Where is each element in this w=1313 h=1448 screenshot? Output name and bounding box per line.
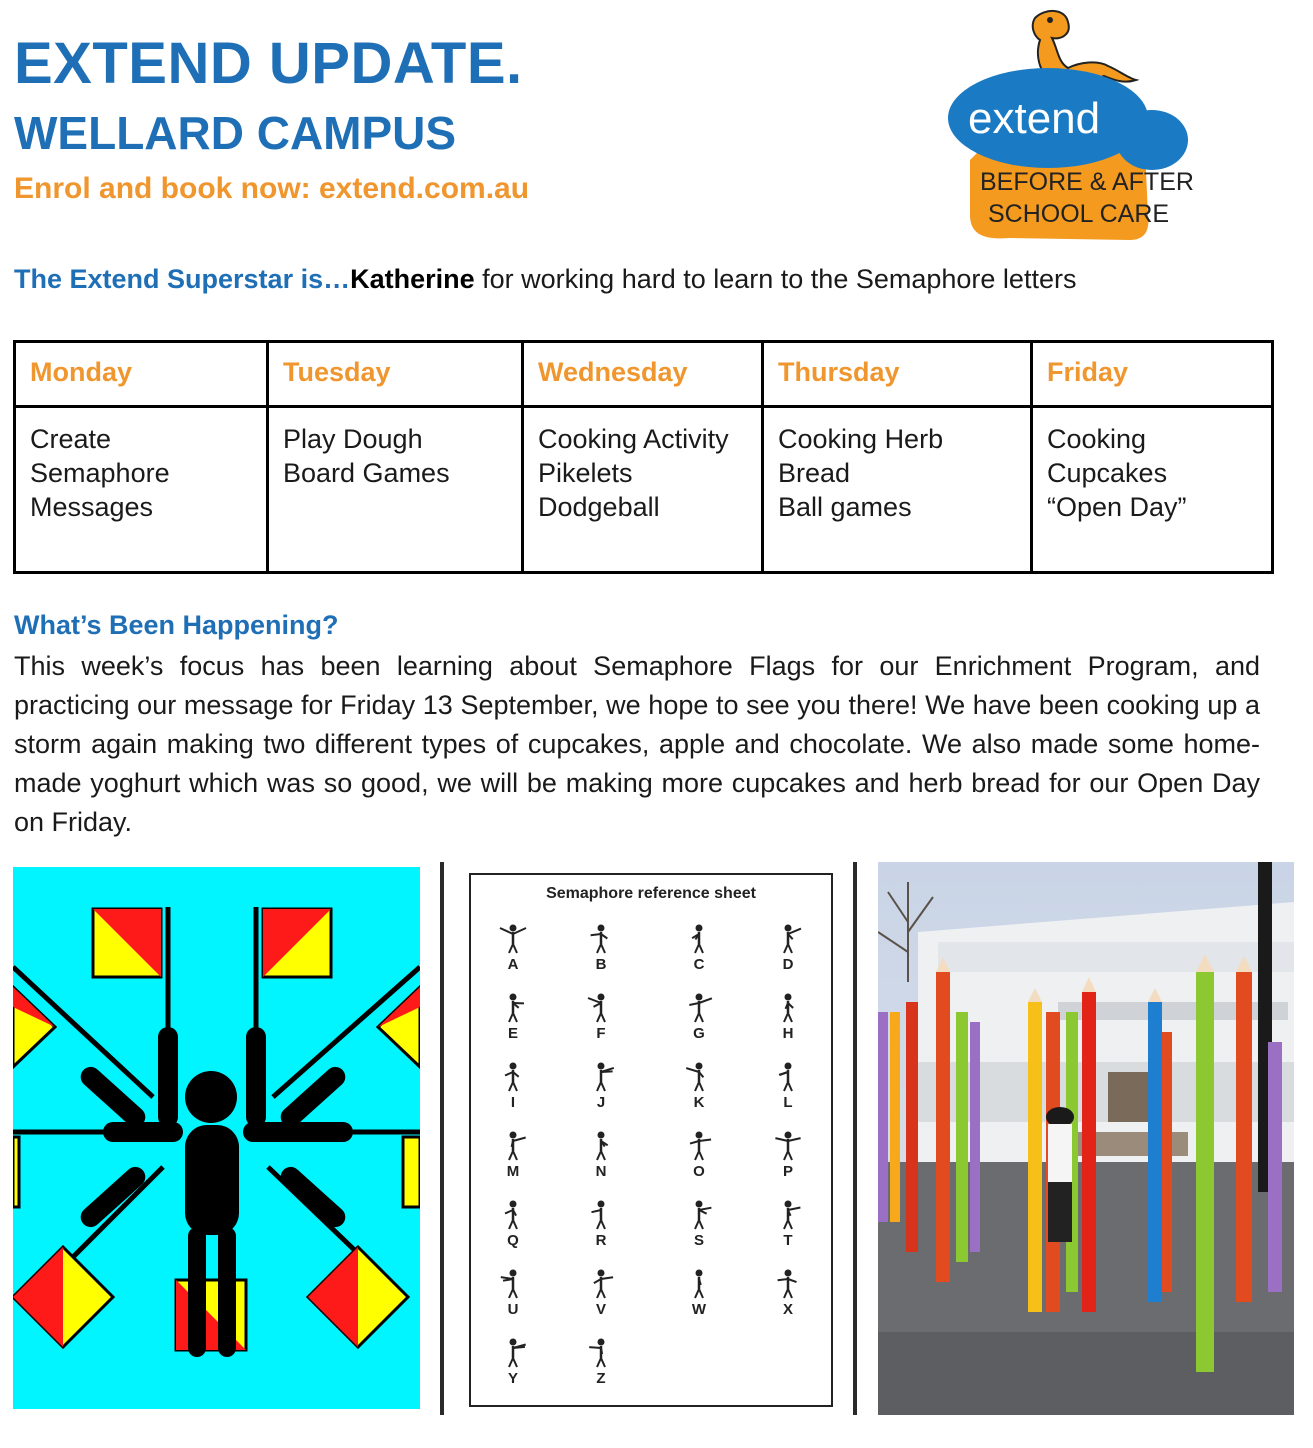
activity-item: “Open Day” (1047, 492, 1187, 522)
semaphore-letter-o (669, 1127, 729, 1187)
semaphore-figure-icon (493, 1196, 533, 1230)
semaphore-letter-e (483, 989, 543, 1049)
semaphore-letter-label: U (507, 1301, 519, 1318)
semaphore-figure-icon (768, 989, 808, 1023)
activity-item: Cooking Herb (778, 424, 944, 454)
activities-thursday (763, 407, 1032, 573)
semaphore-figure-icon (768, 920, 808, 954)
semaphore-letter-label: Q (507, 1232, 519, 1249)
semaphore-letter-c (669, 920, 729, 980)
day-header-friday: Friday (1032, 342, 1273, 407)
day-header-wednesday: Wednesday (523, 342, 763, 407)
semaphore-letter-label: S (693, 1232, 704, 1249)
semaphore-figure-icon (768, 1265, 808, 1299)
semaphore-letter-label: N (595, 1163, 607, 1180)
semaphore-figure-icon (581, 920, 621, 954)
semaphore-letter-l (758, 1058, 818, 1118)
campus-title: WELLARD CAMPUS (14, 107, 457, 159)
semaphore-figure-icon (493, 1334, 533, 1368)
semaphore-letter-r (571, 1196, 631, 1256)
semaphore-figure-icon (581, 989, 621, 1023)
superstar-line (14, 264, 1076, 295)
semaphore-letter-label: Y (507, 1370, 518, 1387)
semaphore-figure-icon (493, 1127, 533, 1161)
semaphore-figure-icon (679, 989, 719, 1023)
activities-friday (1032, 407, 1273, 573)
semaphore-letter-label: B (595, 956, 607, 973)
semaphore-letter-label: O (693, 1163, 705, 1180)
semaphore-figure-icon (679, 1127, 719, 1161)
semaphore-letter-label: P (782, 1163, 793, 1180)
semaphore-letter-label: A (507, 956, 519, 973)
weekly-schedule-table (13, 340, 1274, 574)
activity-item: Create (30, 424, 112, 454)
semaphore-letter-v (571, 1265, 631, 1325)
semaphore-figure-icon (768, 1058, 808, 1092)
image-divider (853, 862, 857, 1415)
reference-sheet-title: Semaphore reference sheet (546, 885, 756, 902)
activity-item: Board Games (283, 458, 450, 488)
semaphore-letter-a (483, 920, 543, 980)
semaphore-figure-icon (679, 1265, 719, 1299)
semaphore-letter-f (571, 989, 631, 1049)
semaphore-flags-illustration (13, 867, 420, 1409)
activity-item: Cooking (1047, 424, 1147, 454)
day-header-tuesday: Tuesday (268, 342, 523, 407)
semaphore-letter-u (483, 1265, 543, 1325)
semaphore-letter-p (758, 1127, 818, 1187)
activity-item: Semaphore (30, 458, 170, 488)
semaphore-letter-label: E (507, 1025, 518, 1042)
semaphore-figure-icon (493, 920, 533, 954)
semaphore-letter-h (758, 989, 818, 1049)
logo-tagline-1: BEFORE & AFTER (980, 168, 1194, 196)
semaphore-letter-j (571, 1058, 631, 1118)
semaphore-figure-icon (493, 1058, 533, 1092)
logo-tagline-2: SCHOOL CARE (988, 200, 1170, 228)
semaphore-figure-icon (581, 1127, 621, 1161)
semaphore-letter-label: K (693, 1094, 705, 1111)
enrol-link-text[interactable]: Enrol and book now: extend.com.au (14, 172, 530, 205)
logo-word: extend (968, 94, 1101, 143)
semaphore-letter-label: R (595, 1232, 607, 1249)
semaphore-letter-label: T (783, 1232, 793, 1249)
semaphore-reference-sheet (469, 873, 833, 1407)
activities-tuesday (268, 407, 523, 573)
semaphore-letter-label: D (782, 956, 794, 973)
schedule-header-row (15, 342, 1273, 407)
semaphore-letter-label: Z (596, 1370, 606, 1387)
semaphore-letter-w (669, 1265, 729, 1325)
activities-wednesday (523, 407, 763, 573)
semaphore-figure-icon (679, 1196, 719, 1230)
day-header-monday: Monday (15, 342, 268, 407)
semaphore-letter-t (758, 1196, 818, 1256)
superstar-reason: for working hard to learn to the Semaphore letters (474, 264, 1077, 294)
day-header-thursday: Thursday (763, 342, 1032, 407)
semaphore-figure-icon (493, 1265, 533, 1299)
semaphore-letter-b (571, 920, 631, 980)
semaphore-letter-i (483, 1058, 543, 1118)
semaphore-letter-label: X (782, 1301, 793, 1318)
semaphore-figure-icon (581, 1196, 621, 1230)
semaphore-figure-icon (581, 1058, 621, 1092)
activity-item: Bread (778, 458, 851, 488)
activity-item: Cooking Activity (538, 424, 729, 454)
semaphore-letter-n (571, 1127, 631, 1187)
semaphore-letter-label: G (693, 1025, 705, 1042)
semaphore-figure-icon (679, 1058, 719, 1092)
semaphore-figure-icon (679, 920, 719, 954)
semaphore-letter-g (669, 989, 729, 1049)
image-divider (440, 862, 444, 1415)
semaphore-letter-k (669, 1058, 729, 1118)
semaphore-figure-icon (768, 1196, 808, 1230)
activity-item: Cupcakes (1047, 458, 1168, 488)
newsletter-title: EXTEND UPDATE. (14, 31, 523, 96)
semaphore-figure-icon (493, 989, 533, 1023)
semaphore-letter-label: L (783, 1094, 793, 1111)
semaphore-letter-label: M (506, 1163, 520, 1180)
activity-item: Ball games (778, 492, 912, 522)
semaphore-letter-m (483, 1127, 543, 1187)
semaphore-letter-label: C (693, 956, 705, 973)
semaphore-letter-s (669, 1196, 729, 1256)
superstar-lead: The Extend Superstar is… (14, 264, 351, 294)
superstar-name: Katherine (350, 264, 475, 294)
semaphore-figure-icon (581, 1265, 621, 1299)
activity-item: Dodgeball (538, 492, 660, 522)
activity-item: Play Dough (283, 424, 423, 454)
semaphore-letter-d (758, 920, 818, 980)
schedule-activities-row (15, 407, 1273, 573)
semaphore-letter-label: W (691, 1301, 707, 1318)
semaphore-letter-label: H (782, 1025, 794, 1042)
semaphore-figure-icon (581, 1334, 621, 1368)
giant-pencils-playground-photo (878, 862, 1294, 1415)
happening-paragraph: This week’s focus has been learning about Semaphore Flags for our Enrichment Program, and practicing our message for Friday 13 September, we hope to see you there! We have been cooking up a storm again making two different types of cupcakes, apple and chocolate. We also made some home-made yoghurt which was so good, we will be making more cupcakes and herb bread for our Open Day on Friday. (14, 651, 1260, 837)
activity-item: Messages (30, 492, 154, 522)
semaphore-letter-label: V (595, 1301, 606, 1318)
activities-monday (15, 407, 268, 573)
semaphore-letter-label: I (510, 1094, 516, 1111)
semaphore-letter-q (483, 1196, 543, 1256)
semaphore-letter-x (758, 1265, 818, 1325)
semaphore-figure-icon (768, 1127, 808, 1161)
extend-logo (940, 0, 1200, 250)
semaphore-letter-y (483, 1334, 543, 1394)
semaphore-letter-label: F (596, 1025, 606, 1042)
semaphore-letter-z (571, 1334, 631, 1394)
activity-item: Pikelets (538, 458, 633, 488)
happening-heading: What’s Been Happening? (14, 610, 339, 640)
semaphore-letter-label: J (596, 1094, 606, 1111)
